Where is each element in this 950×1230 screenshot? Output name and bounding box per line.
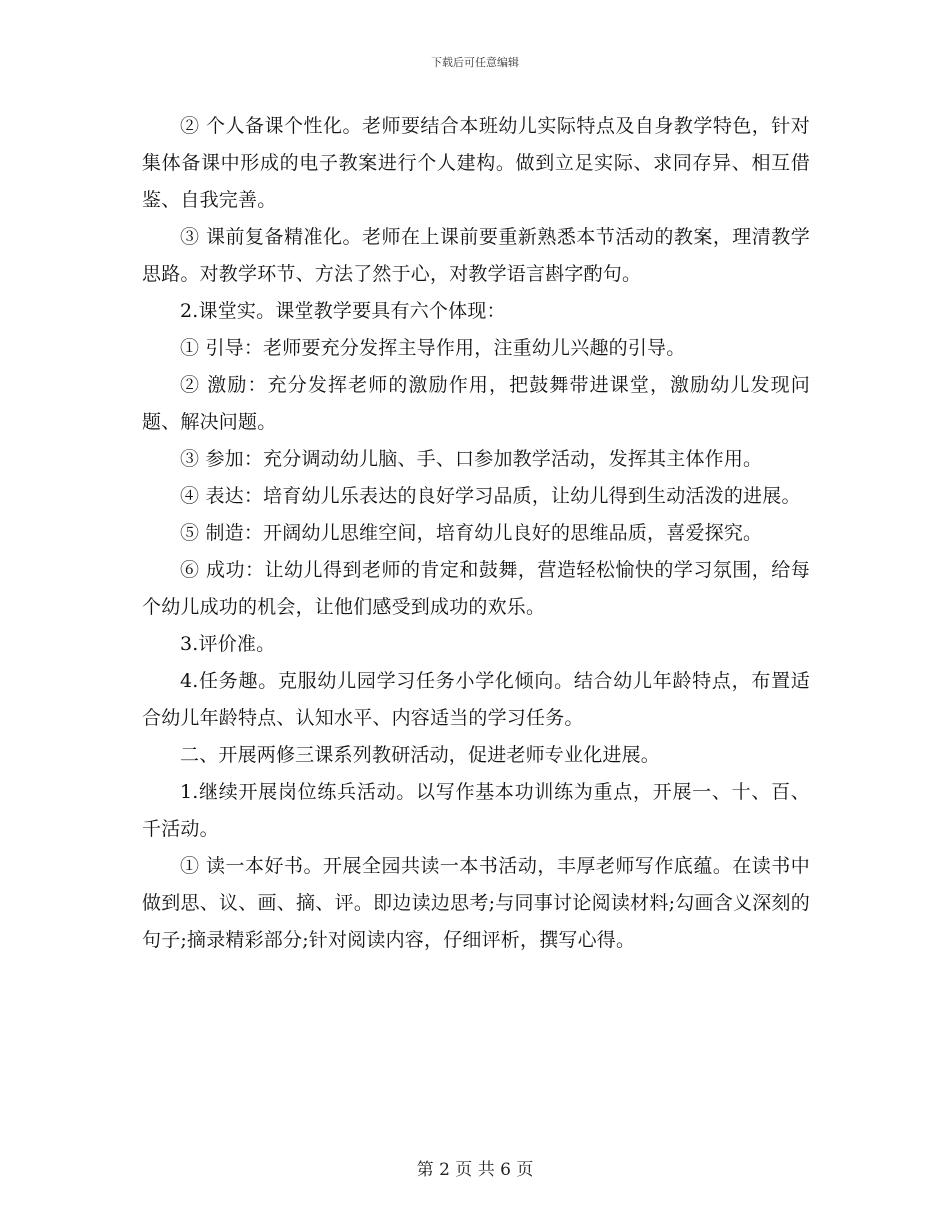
paragraph-success: ⑥ 成功：让幼儿得到老师的肯定和鼓舞，营造轻松愉快的学习氛围，给每个幼儿成功的机会，让他们感受到成功的欢乐。 xyxy=(142,559,810,618)
paragraph-personal-prep: ② 个人备课个性化。老师要结合本班幼儿实际特点及自身教学特色，针对集体备课中形成的电子教案进行个人建构。做到立足实际、求同存异、相互借鉴、自我完善。 xyxy=(142,115,810,211)
document-body xyxy=(142,108,810,959)
paragraph-section-two-heading: 二、开展两修三课系列教研活动，促进老师专业化进展。 xyxy=(180,744,661,766)
paragraph-guidance: ① 引导：老师要充分发挥主导作用，注重幼儿兴趣的引导。 xyxy=(180,337,686,359)
paragraph-encouragement: ② 激励：充分发挥老师的激励作用，把鼓舞带进课堂，激励幼儿发现问题、解决问题。 xyxy=(142,374,810,433)
paragraph-training: 1.继续开展岗位练兵活动。以写作基本功训练为重点，开展一、十、百、千活动。 xyxy=(142,781,810,840)
paragraph-creation: ⑤ 制造：开阔幼儿思维空间，培育幼儿良好的思维品质，喜爱探究。 xyxy=(180,522,763,544)
paragraph-pre-class-prep: ③ 课前复备精准化。老师在上课前要重新熟悉本节活动的教案，理清教学思路。对教学环节、方法了然于心，对教学语言斟字酌句。 xyxy=(142,226,810,285)
paragraph-reading: ① 读一本好书。开展全园共读一本书活动，丰厚老师写作底蕴。在读书中做到思、议、画、摘、评。即边读边思考;与同事讨论阅读材料;勾画含义深刻的句子;摘录精彩部分;针对阅读内容，仔细评析，撰写心得。 xyxy=(142,855,810,951)
paragraph-classroom-heading: 2.课堂实。课堂教学要具有六个体现： xyxy=(180,300,506,322)
paragraph-tasks: 4.任务趣。克服幼儿园学习任务小学化倾向。结合幼儿年龄特点，布置适合幼儿年龄特点、认知水平、内容适当的学习任务。 xyxy=(142,670,810,729)
paragraph-evaluation: 3.评价准。 xyxy=(180,633,276,655)
page-header: 下载后可任意编辑 xyxy=(431,56,519,69)
paragraph-expression: ④ 表达：培育幼儿乐表达的良好学习品质，让幼儿得到生动活泼的进展。 xyxy=(180,485,801,507)
page-number: 第 2 页 共 6 页 xyxy=(416,1160,534,1180)
paragraph-participation: ③ 参加：充分调动幼儿脑、手、口参加教学活动，发挥其主体作用。 xyxy=(180,448,763,470)
